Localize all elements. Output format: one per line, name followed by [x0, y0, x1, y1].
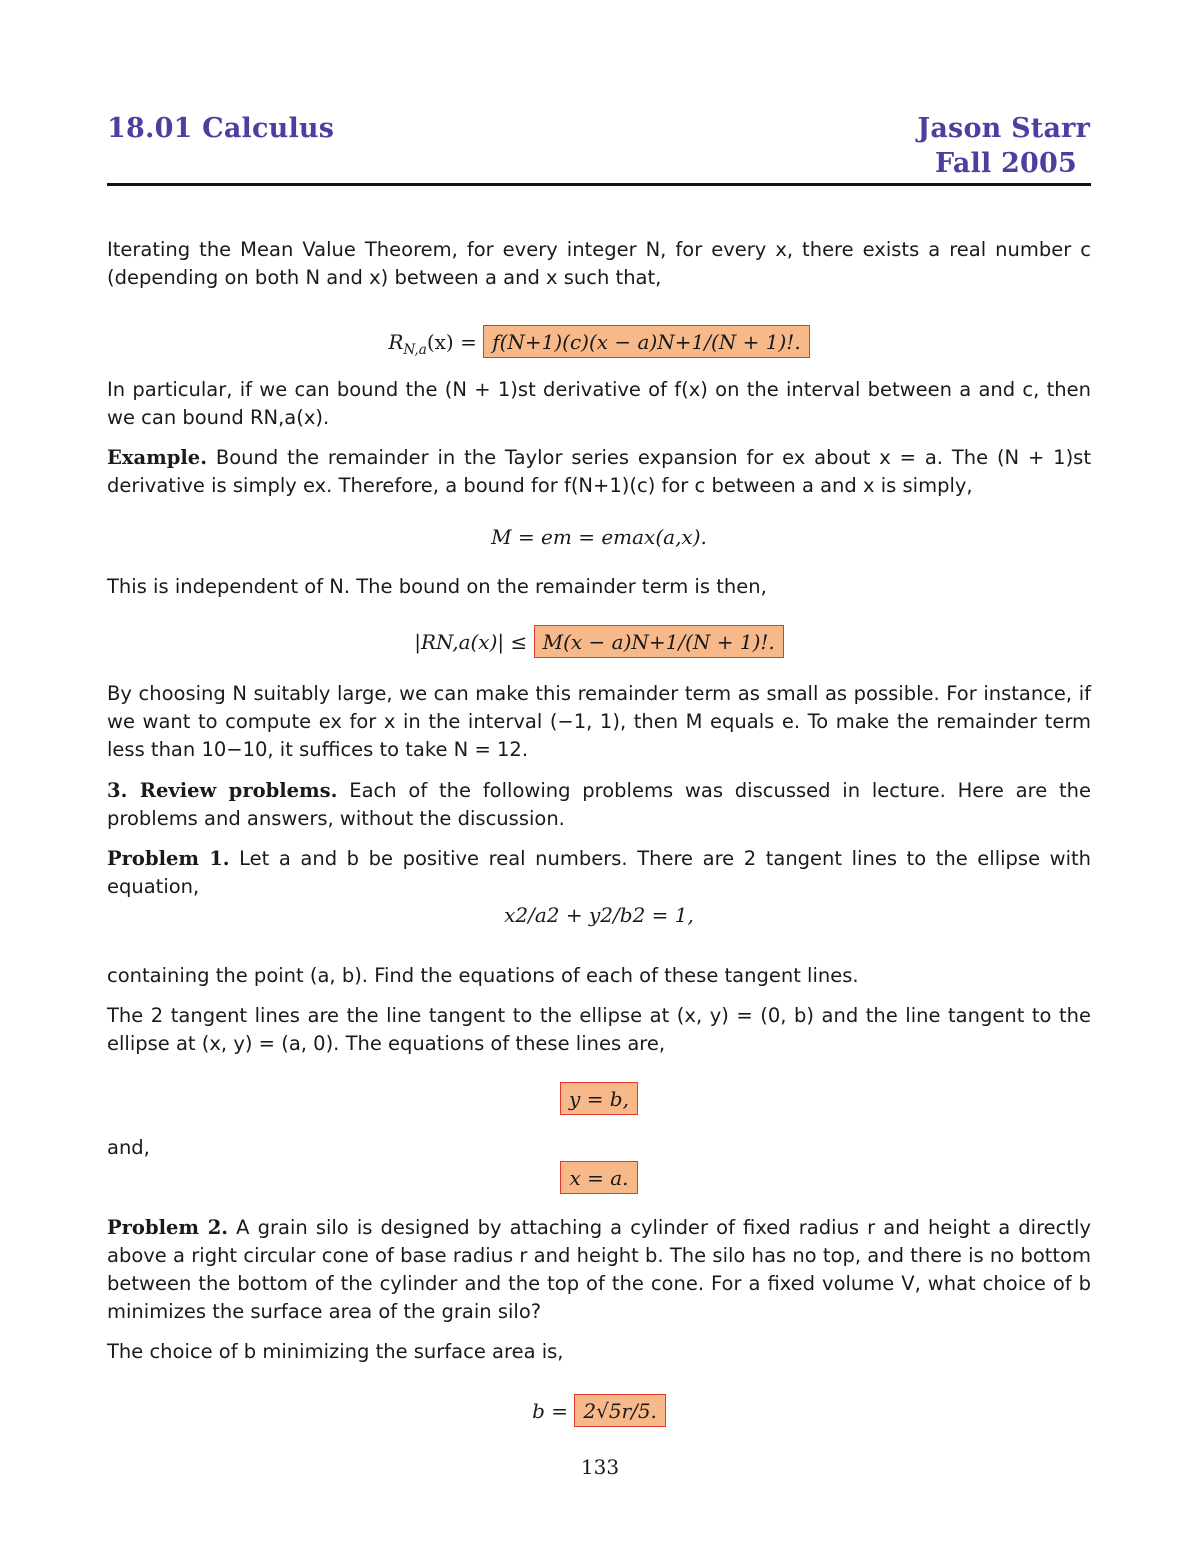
problem2-label: Problem 2.: [107, 1216, 229, 1239]
problem1-text: Let a and b be positive real numbers. There are 2 tangent lines to the ellipse with equation,: [107, 847, 1092, 898]
taylor-remainder-equation: [107, 325, 1091, 358]
problem1-answer-text: The 2 tangent lines are the line tangent to the ellipse at (x, y) = (0, b) and the line tangent to the ellipse at (x, y) = (a, 0). The equations of these lines are,: [107, 1004, 1091, 1055]
silo-answer-equation: [107, 1394, 1091, 1427]
eq2-text: M = em = emax(a,x).: [491, 525, 707, 549]
author-name: Jason Starr: [917, 113, 1090, 144]
example-label: Example.: [107, 446, 207, 469]
and-word: and,: [107, 1136, 150, 1159]
eq3-lhs: |RN,a(x)| ≤: [414, 630, 528, 654]
term: Fall 2005: [934, 148, 1077, 179]
intro-paragraph: [107, 236, 1091, 292]
particular-text: In particular, if we can bound the (N + 1)st derivative of f(x) on the interval between a and c, then we can bound RN,a(x).: [107, 378, 1091, 429]
independent-text: This is independent of N. The bound on the remainder term is then,: [107, 575, 767, 598]
ellipse-equation: [107, 903, 1091, 927]
example-paragraph: [107, 444, 1091, 500]
eq1-lhs: $R_{N,a}(x)$ =: [388, 330, 477, 358]
ellipse-equation-text: x2/a2 + y2/b2 = 1,: [504, 903, 694, 927]
problem2-text: A grain silo is designed by attaching a cylinder of fixed radius r and height a directly above a right circular cone of base radius r and height b. The silo has no top, and there is no bottom between the bottom of the cylinder and the top of the cone. For a fixed volume V, what choice of b minimizes the surface area of the grain silo?: [107, 1216, 1091, 1323]
problem1-paragraph: [107, 845, 1091, 901]
page-number: 133: [580, 1455, 620, 1479]
answer1-highlight: y = b,: [560, 1082, 638, 1115]
problem1-after: [107, 962, 1091, 990]
problem2-paragraph: [107, 1214, 1091, 1326]
problem2-answer-paragraph: [107, 1338, 1091, 1366]
bound-equation: [107, 525, 1091, 549]
and-text: [107, 1134, 1091, 1162]
silo-answer-highlight: 2√5r/5.: [574, 1394, 666, 1427]
intro-text: Iterating the Mean Value Theorem, for every integer N, for every x, there exists a real number c (depending on both N and x) between a and x such that,: [107, 238, 1091, 289]
silo-answer-lhs: b =: [532, 1399, 568, 1423]
answer2-highlight: x = a.: [560, 1161, 637, 1194]
review-paragraph: [107, 777, 1091, 833]
particular-paragraph: [107, 376, 1091, 432]
independent-paragraph: [107, 573, 1091, 601]
tangent-line-2: [107, 1161, 1091, 1194]
example-text: Bound the remainder in the Taylor series expansion for ex about x = a. The (N + 1)st derivative is simply ex. Therefore, a bound for f(N+1)(c) for c between a and x is simply,: [107, 446, 1091, 497]
eq1-rhs-highlight: f(N+1)(c)(x − a)N+1/(N + 1)!.: [483, 325, 810, 358]
remainder-bound-equation: [107, 625, 1091, 658]
problem1-label: Problem 1.: [107, 847, 230, 870]
eq3-rhs-highlight: M(x − a)N+1/(N + 1)!.: [534, 625, 784, 658]
problem2-answer-text: The choice of b minimizing the surface area is,: [107, 1340, 564, 1363]
header-rule: [107, 183, 1091, 186]
course-title: 18.01 Calculus: [107, 113, 335, 144]
choosing-paragraph: [107, 680, 1091, 764]
choosing-text: By choosing N suitably large, we can make this remainder term as small as possible. For instance, if we want to compute ex for x in the interval (−1, 1), then M equals e. To make the remainder term less than 10−10, it suffices to take N = 12.: [107, 682, 1091, 761]
tangent-line-1: [107, 1082, 1091, 1115]
problem1-after-text: containing the point (a, b). Find the equations of each of these tangent lines.: [107, 964, 859, 987]
review-text: Each of the following problems was discussed in lecture. Here are the problems and answers, without the discussion.: [107, 779, 1091, 830]
problem1-answer-paragraph: [107, 1002, 1091, 1058]
review-label: 3. Review problems.: [107, 779, 338, 802]
